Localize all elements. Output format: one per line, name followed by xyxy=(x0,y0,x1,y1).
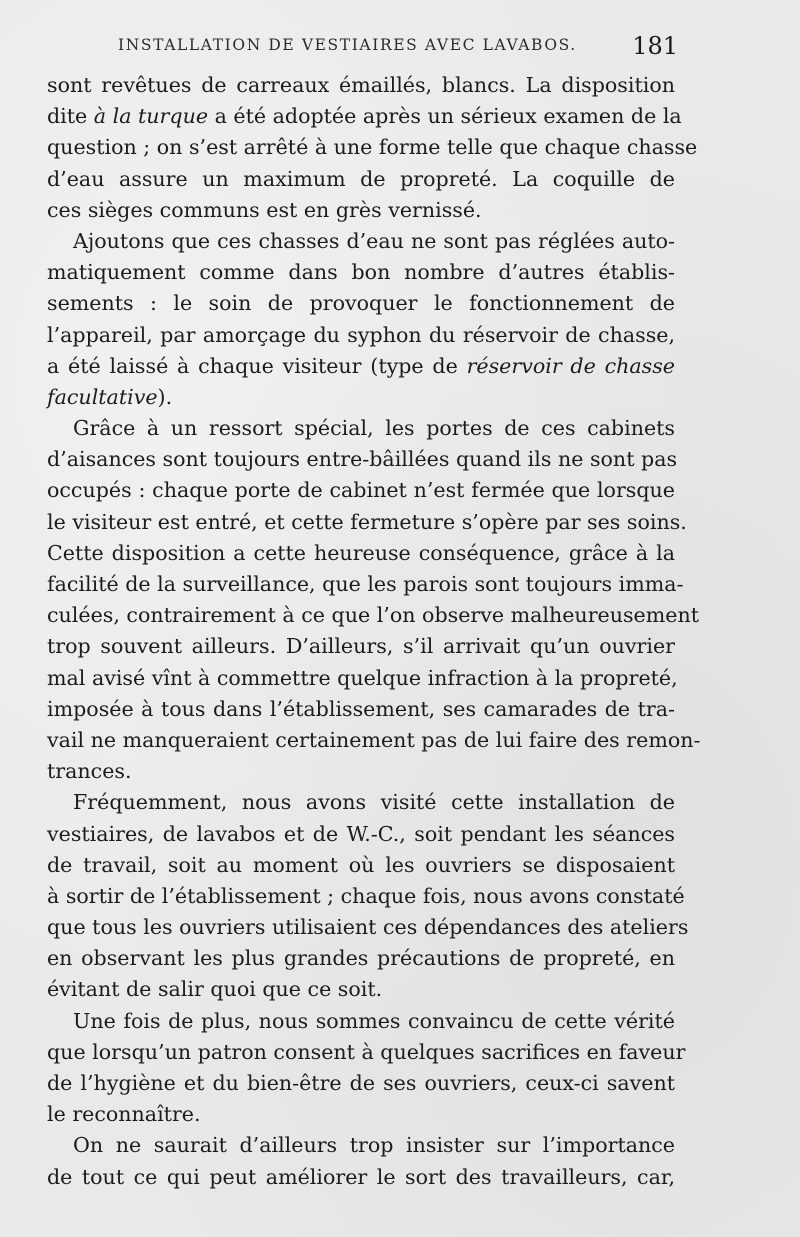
text-line: question ; on s’est arrêté à une forme telle que chaque chasse xyxy=(47,135,698,160)
text-line: le reconnaître. xyxy=(47,1102,201,1127)
text-line: de travail, soit au moment où les ouvriers se disposaient xyxy=(47,852,675,877)
text-segment: dite xyxy=(47,104,94,129)
text-line: vail ne manqueraient certainement pas de lui faire des remon- xyxy=(47,727,701,752)
body-text xyxy=(47,70,701,1193)
text-line: occupés : chaque porte de cabinet n’est fermée que lorsque xyxy=(47,478,675,503)
text-line: matiquement comme dans bon nombre d’autres établis- xyxy=(47,260,675,285)
text-line: que lorsqu’un patron consent à quelques sacrifices en faveur xyxy=(47,1039,686,1064)
text-line: culées, contrairement à ce que l’on observe malheureusement xyxy=(47,603,700,628)
text-line: On ne saurait d’ailleurs trop insister sur l’importance xyxy=(73,1133,675,1158)
text-segment: ). xyxy=(157,384,173,409)
italic-text: facultative xyxy=(47,384,158,409)
page-header xyxy=(118,34,678,64)
text-line: en observant les plus grandes précautions de propreté, en xyxy=(47,946,675,971)
text-line: évitant de salir quoi que ce soit. xyxy=(47,977,383,1002)
text-segment: a été adoptée après un sérieux examen de la xyxy=(208,104,682,129)
text-line: imposée à tous dans l’établissement, ses camarades de tra- xyxy=(47,696,675,721)
running-title: INSTALLATION DE VESTIAIRES AVEC LAVABOS. xyxy=(118,36,577,54)
text-segment: a été laissé à chaque visiteur (type de xyxy=(47,353,467,378)
text-line xyxy=(47,382,675,413)
page-number: 181 xyxy=(632,32,678,60)
text-line: Cette disposition a cette heureuse conséquence, grâce à la xyxy=(47,540,675,565)
text-line: d’aisances sont toujours entre-bâillées quand ils ne sont pas xyxy=(47,447,678,472)
text-line: sements : le soin de provoquer le fonctionnement de xyxy=(47,291,675,316)
text-line: trances. xyxy=(47,759,132,784)
text-line: d’eau assure un maximum de propreté. La coquille de xyxy=(47,166,675,191)
text-line: sont revêtues de carreaux émaillés, blancs. La disposition xyxy=(47,73,675,97)
text-line: Grâce à un ressort spécial, les portes de ces cabinets xyxy=(73,416,675,441)
italic-text: réservoir de chasse xyxy=(466,353,675,378)
text-line: trop souvent ailleurs. D’ailleurs, s’il arrivait qu’un ouvrier xyxy=(47,634,675,659)
text-line: à sortir de l’établissement ; chaque fois, nous avons constaté xyxy=(47,883,685,908)
text-line: mal avisé vînt à commettre quelque infraction à la propreté, xyxy=(47,665,678,690)
text-line: de l’hygiène et du bien-être de ses ouvriers, ceux-ci savent xyxy=(47,1071,675,1095)
text-line: Ajoutons que ces chasses d’eau ne sont pas réglées auto- xyxy=(73,228,675,253)
text-line: vestiaires, de lavabos et de W.-C., soit pendant les séances xyxy=(47,821,675,846)
text-line: Une fois de plus, nous sommes convaincu de cette vérité xyxy=(73,1008,675,1033)
text-line: ces sièges communs est en grès vernissé. xyxy=(47,197,482,222)
text-line: le visiteur est entré, et cette fermeture s’opère par ses soins. xyxy=(47,509,687,534)
text-line: l’appareil, par amorçage du syphon du réservoir de chasse, xyxy=(47,322,675,347)
text-line xyxy=(47,351,675,382)
text-line: facilité de la surveillance, que les parois sont toujours imma- xyxy=(47,572,684,596)
text-line: que tous les ouvriers utilisaient ces dépendances des ateliers xyxy=(47,915,689,940)
text-line: de tout ce qui peut améliorer le sort des travailleurs, car, xyxy=(47,1164,675,1189)
italic-text: à la turque xyxy=(93,104,209,129)
text-line xyxy=(47,101,682,132)
text-line: Fréquemment, nous avons visité cette installation de xyxy=(73,790,675,815)
